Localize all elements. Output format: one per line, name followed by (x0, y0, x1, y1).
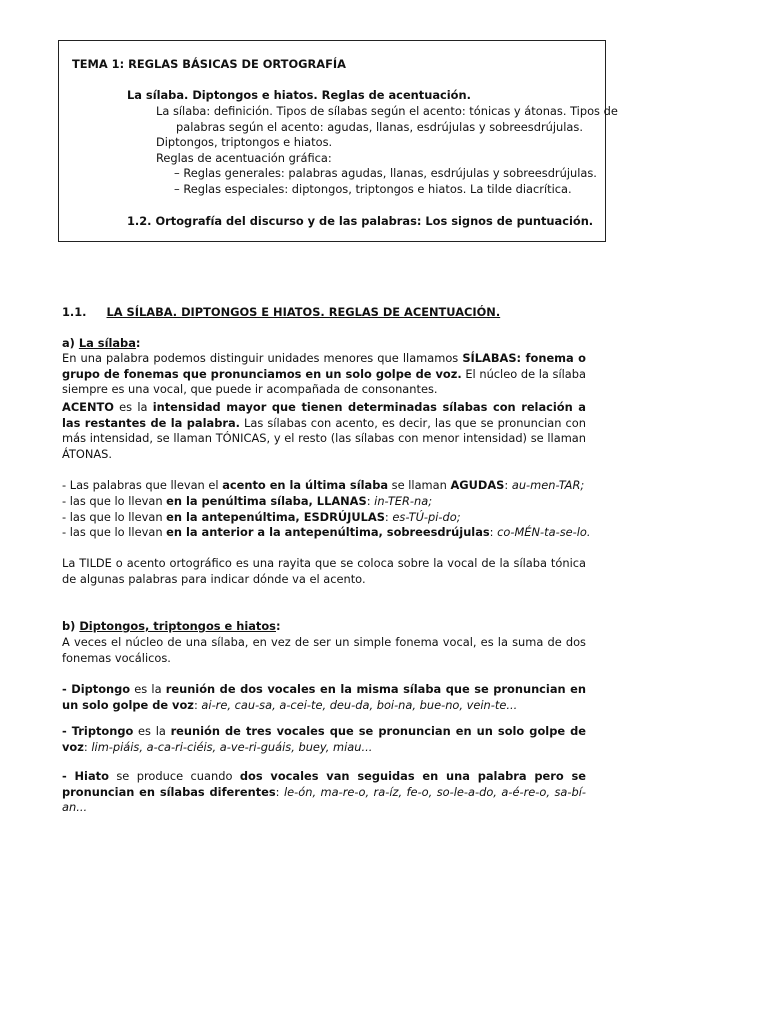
subheading-b (62, 619, 281, 634)
outline-line: – Reglas generales: palabras agudas, llanas, esdrújulas y sobreesdrújulas. (174, 166, 597, 180)
text-run: in-TER-na; (374, 494, 433, 508)
text-run: - Hiato (62, 769, 109, 783)
text-run: - las que lo llevan (62, 510, 167, 524)
outline-line: – Reglas especiales: diptongos, triptongos e hiatos. La tilde diacrítica. (174, 182, 572, 196)
paragraph-acento (62, 400, 586, 462)
text-run: : (193, 697, 202, 712)
list-item (62, 478, 584, 493)
list-item (62, 510, 461, 525)
text-run: le-ón, ma-re-o, ra-íz, fe-o, so-le-a-do, a-é-re-o, sa-bí-an... (62, 784, 586, 814)
text-run: El núcleo de la sílaba siempre es una vocal, que puede ir acompañada de consonantes. (62, 366, 586, 396)
text-run: co-MÉN-ta-se-lo. (497, 525, 591, 539)
subheading-title: La sílaba (78, 336, 136, 350)
subheading-title: Diptongos, triptongos e hiatos (79, 619, 276, 633)
paragraph-tilde (62, 556, 586, 587)
text-run: AGUDAS (450, 478, 505, 492)
text-run: es la (130, 682, 166, 696)
text-run: dos vocales van seguidas en una palabra pero se pronuncian en sílabas diferentes (62, 769, 586, 799)
text-run: : (83, 739, 92, 754)
section-title: LA SÍLABA. DIPTONGOS E HIATOS. REGLAS DE ACENTUACIÓN. (106, 305, 501, 319)
text-run: : (384, 510, 393, 524)
definition-diptongo (62, 682, 586, 713)
text-run: En una palabra podemos distinguir unidades menores que llamamos (62, 351, 463, 365)
outline-title: TEMA 1: REGLAS BÁSICAS DE ORTOGRAFÍA (72, 57, 346, 71)
subheading-marker: b) (62, 619, 76, 633)
subheading-colon: : (135, 336, 141, 350)
text-run: en la penúltima sílaba, LLANAS (166, 494, 367, 508)
text-run: - Diptongo (62, 682, 131, 696)
subheading-colon: : (275, 619, 281, 633)
text-run: - las que lo llevan (62, 525, 167, 539)
subheading-a (62, 336, 140, 351)
outline-line: La sílaba: definición. Tipos de sílabas según el acento: tónicas y átonas. Tipos de (156, 104, 618, 118)
text-run: : (275, 784, 284, 799)
outline-item2-heading: 1.2. Ortografía del discurso y de las palabras: Los signos de puntuación. (127, 214, 594, 228)
text-run: : (504, 478, 512, 492)
text-run: : (489, 525, 498, 539)
text-run: reunión de tres vocales que se pronuncian en un solo golpe de voz (62, 724, 587, 754)
text-run: - las que lo llevan (62, 494, 167, 508)
text-run: es la (133, 724, 171, 738)
definition-triptongo (62, 724, 586, 755)
text-run: se llaman (388, 478, 451, 492)
text-run: Las sílabas con acento, es decir, las que se pronuncian con más intensidad, se llaman TÓNICAS, y el resto (las sílabas con menor intensidad) se llaman ÁTONAS. (62, 415, 586, 461)
text-run: : (366, 494, 375, 508)
definition-hiato (62, 769, 586, 816)
list-item (62, 494, 432, 509)
text-run: lim-piáis, a-ca-ri-ciéis, a-ve-ri-guáis, buey, miau... (91, 739, 373, 754)
text-run: ACENTO (62, 400, 114, 414)
text-run: en la anterior a la antepenúltima, sobreesdrújulas (166, 525, 490, 539)
section-heading (62, 305, 500, 320)
paragraph-nucleo (62, 635, 586, 666)
section-number: 1.1. (62, 305, 87, 319)
outline-line: palabras según el acento: agudas, llanas, esdrújulas y sobreesdrújulas. (176, 120, 583, 134)
text-run: - Triptongo (62, 724, 134, 738)
list-item (62, 525, 591, 540)
outline-line: Reglas de acentuación gráfica: (156, 151, 332, 165)
text-run: se produce cuando (108, 769, 240, 783)
paragraph-silaba (62, 351, 586, 398)
text-run: SÍLABAS: fonema o grupo de fonemas que pronunciamos en un solo golpe de voz. (62, 351, 586, 381)
text-run: intensidad mayor que tienen determinadas sílabas con relación a las restantes de la palabra. (62, 400, 586, 430)
text-run: La TILDE o acento ortográfico es una rayita que se coloca sobre la vocal de la sílaba tónica de algunas palabras para indicar dónde va el acento. (62, 556, 586, 586)
subheading-marker: a) (62, 336, 75, 350)
text-run: - Las palabras que llevan el (62, 478, 223, 492)
text-run: es la (113, 400, 153, 414)
text-run: en la antepenúltima, ESDRÚJULAS (166, 510, 385, 524)
text-run: es-TÚ-pi-do; (392, 510, 461, 524)
text-run: A veces el núcleo de una sílaba, en vez de ser un simple fonema vocal, es la suma de dos fonemas vocálicos. (62, 635, 586, 665)
text-run: reunión de dos vocales en la misma sílaba que se pronuncian en un solo golpe de voz (62, 682, 586, 712)
text-run: acento en la última sílaba (222, 478, 389, 492)
text-run: ai-re, cau-sa, a-cei-te, deu-da, boi-na, bue-no, vein-te... (201, 697, 518, 712)
text-run: au-men-TAR; (511, 478, 585, 492)
outline-item1-heading: La sílaba. Diptongos e hiatos. Reglas de acentuación. (127, 88, 471, 102)
outline-line: Diptongos, triptongos e hiatos. (156, 135, 333, 149)
